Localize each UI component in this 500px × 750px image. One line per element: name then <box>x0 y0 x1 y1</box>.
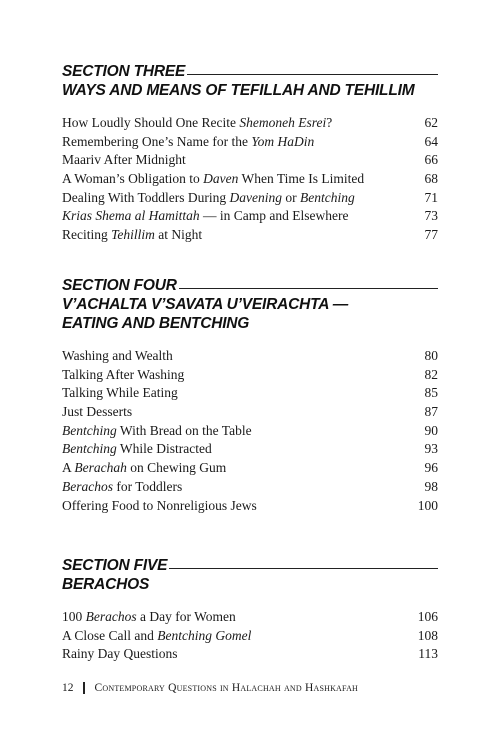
entry-title-italic: Daven <box>203 171 239 187</box>
entry-title-text: 100 <box>62 609 86 624</box>
toc-entry[interactable] <box>62 170 438 189</box>
entry-page-number: 66 <box>424 152 438 168</box>
toc-entry[interactable] <box>62 226 438 245</box>
toc-entry[interactable] <box>62 627 438 646</box>
section-title: V’ACHALTA V’SAVATA U’VEIRACHTA — <box>62 296 349 313</box>
section-title: WAYS AND MEANS OF TEFILLAH AND TEHILLIM <box>62 82 415 99</box>
toc-page <box>62 0 438 750</box>
entry-title <box>62 478 182 497</box>
entry-title-text: Talking After Washing <box>62 366 185 382</box>
toc-entry[interactable] <box>62 366 438 385</box>
section-label: SECTION FOUR <box>62 277 177 294</box>
entry-page-number: 96 <box>424 460 438 476</box>
entry-title <box>62 440 212 459</box>
entry-title <box>62 170 364 189</box>
section-five <box>62 556 438 664</box>
entry-title-text: or <box>281 189 300 205</box>
toc-entry[interactable] <box>62 189 438 208</box>
toc-entry[interactable] <box>62 114 438 133</box>
section-heading <box>62 62 438 100</box>
toc-entry[interactable] <box>62 403 438 422</box>
entry-page-number: 85 <box>424 385 438 401</box>
toc-entry[interactable] <box>62 151 438 170</box>
entry-title <box>62 347 173 366</box>
entry-title-text: Washing and Wealth <box>62 348 173 363</box>
entry-title <box>62 226 202 245</box>
entry-title-text: Maariv After Midnight <box>62 152 186 168</box>
entry-title <box>62 189 355 208</box>
entry-page-number: 82 <box>424 366 438 382</box>
entry-page-number: 62 <box>424 115 438 130</box>
entry-title <box>62 151 186 170</box>
entry-title-italic: Berachos <box>62 478 113 494</box>
section-label: SECTION THREE <box>62 63 186 80</box>
entry-page-number: 100 <box>417 497 438 513</box>
entry-page-number: 98 <box>424 478 438 494</box>
entry-title-text: Rainy Day Questions <box>62 646 178 662</box>
entry-list <box>62 114 438 245</box>
entry-page-number: 106 <box>417 609 438 624</box>
entry-title-text: A <box>62 460 75 476</box>
entry-title <box>62 403 132 422</box>
entry-title <box>62 645 178 664</box>
entry-title-text: Remembering One’s Name for the <box>62 133 252 149</box>
entry-list <box>62 608 438 664</box>
entry-title-italic: Berachah <box>74 460 127 476</box>
entry-title-italic: Bentching <box>62 422 117 438</box>
entry-title-italic: Shemoneh Esrei <box>239 115 327 130</box>
heading-rule <box>179 288 438 289</box>
page-number: 12 <box>62 682 74 694</box>
entry-list <box>62 347 438 515</box>
entry-title-text: Reciting <box>62 227 112 243</box>
entry-title <box>62 608 236 627</box>
entry-page-number: 113 <box>418 646 438 662</box>
toc-entry[interactable] <box>62 422 438 441</box>
entry-title-text: A Woman’s Obligation to <box>62 171 204 187</box>
entry-title <box>62 133 314 152</box>
entry-title <box>62 497 257 516</box>
entry-title-text: A Close Call and <box>62 627 158 643</box>
entry-title-text: at Night <box>154 227 203 243</box>
entry-title <box>62 384 178 403</box>
entry-title-text: ? <box>326 115 333 130</box>
entry-page-number: 90 <box>424 422 438 438</box>
entry-page-number: 73 <box>424 208 438 224</box>
entry-title-text: When Time Is Limited <box>238 171 365 187</box>
entry-page-number: 71 <box>424 189 438 205</box>
entry-title-italic: Krias Shema al Hamittah <box>62 208 200 224</box>
toc-entry[interactable] <box>62 440 438 459</box>
section-four <box>62 276 438 515</box>
toc-entry[interactable] <box>62 133 438 152</box>
entry-page-number: 87 <box>424 404 438 420</box>
entry-title-italic: Bentching <box>299 189 355 205</box>
entry-title <box>62 627 251 646</box>
heading-rule <box>169 568 438 569</box>
page-footer <box>62 681 358 695</box>
entry-title <box>62 207 348 226</box>
entry-page-number: 108 <box>417 627 438 643</box>
running-title: Contemporary Questions in Halachah and Hashkafah <box>94 682 359 694</box>
entry-title-italic: Tehillim <box>111 227 155 243</box>
entry-title <box>62 366 184 385</box>
entry-title-italic: Davening <box>229 189 282 205</box>
toc-entry[interactable] <box>62 645 438 664</box>
entry-page-number: 68 <box>424 171 438 187</box>
toc-entry[interactable] <box>62 478 438 497</box>
section-heading <box>62 276 438 333</box>
section-three <box>62 62 438 245</box>
toc-entry[interactable] <box>62 207 438 226</box>
toc-entry[interactable] <box>62 459 438 478</box>
entry-title <box>62 459 226 478</box>
entry-title-italic: Bentching <box>62 441 117 457</box>
entry-title-text: Offering Food to Nonreligious Jews <box>62 497 257 513</box>
entry-title-text: While Distracted <box>116 441 212 457</box>
entry-title-italic: Yom HaDin <box>251 133 315 149</box>
entry-title-text: Just Desserts <box>62 404 133 420</box>
section-title: BERACHOS <box>62 576 150 593</box>
entry-title-text: a Day for Women <box>136 609 236 624</box>
toc-entry[interactable] <box>62 347 438 366</box>
entry-title-text: Dealing With Toddlers During <box>62 189 230 205</box>
entry-title-text: for Toddlers <box>113 478 183 494</box>
entry-page-number: 80 <box>424 348 438 363</box>
section-heading <box>62 556 438 594</box>
entry-page-number: 64 <box>424 133 438 149</box>
entry-page-number: 93 <box>424 441 438 457</box>
entry-title <box>62 114 332 133</box>
entry-title <box>62 422 252 441</box>
entry-page-number: 77 <box>424 227 438 243</box>
section-title: EATING AND BENTCHING <box>62 315 250 332</box>
entry-title-text: Talking While Eating <box>62 385 178 401</box>
heading-rule <box>187 74 438 75</box>
entry-title-text: on Chewing Gum <box>126 460 227 476</box>
toc-entry[interactable] <box>62 497 438 516</box>
entry-title-text: With Bread on the Table <box>116 422 252 438</box>
entry-title-text: — in Camp and Elsewhere <box>199 208 349 224</box>
entry-title-italic: Berachos <box>85 609 137 624</box>
entry-title-text: How Loudly Should One Recite <box>62 115 240 130</box>
toc-entry[interactable] <box>62 608 438 627</box>
footer-divider <box>83 682 85 694</box>
section-label: SECTION FIVE <box>62 557 168 574</box>
entry-title-italic: Bentching Gomel <box>157 627 252 643</box>
toc-entry[interactable] <box>62 384 438 403</box>
